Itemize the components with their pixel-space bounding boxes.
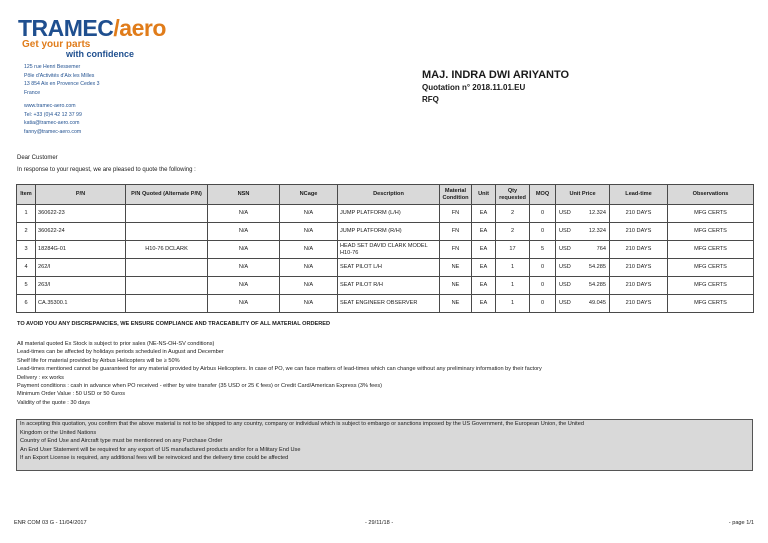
currency: USD <box>559 264 571 270</box>
currency: USD <box>559 210 571 216</box>
cell-lead: 210 DAYS <box>610 295 668 313</box>
column-header: P/N <box>36 185 126 205</box>
cell-desc: JUMP PLATFORM (L/H) <box>338 205 440 223</box>
term-line: Payment conditions : cash in advance when PO received - either by wire transfer (35 USD or 25 € fees) or Credit Card/American Express (3% fees) <box>17 383 382 390</box>
cell-desc: SEAT PILOT R/H <box>338 277 440 295</box>
cell-unit-price <box>556 205 610 223</box>
cell-cond: FN <box>440 223 472 241</box>
cell-nsn: N/A <box>208 277 280 295</box>
cell-moq: 5 <box>530 241 556 259</box>
company-address <box>24 63 100 97</box>
cell-pn: 262/I <box>36 259 126 277</box>
cell-alt <box>126 223 208 241</box>
cell-moq: 0 <box>530 223 556 241</box>
cell-ncage: N/A <box>280 277 338 295</box>
cell-item: 1 <box>17 205 36 223</box>
cell-unit: EA <box>472 295 496 313</box>
column-header: NCage <box>280 185 338 205</box>
table-row <box>17 259 754 277</box>
cell-nsn: N/A <box>208 259 280 277</box>
cell-pn: CA.35300.1 <box>36 295 126 313</box>
cell-cond: FN <box>440 205 472 223</box>
cell-nsn: N/A <box>208 241 280 259</box>
cell-cond: NE <box>440 295 472 313</box>
document-type: RFQ <box>422 95 439 104</box>
cell-unit: EA <box>472 205 496 223</box>
cell-unit-price <box>556 259 610 277</box>
cell-unit: EA <box>472 259 496 277</box>
column-header: Material Condition <box>440 185 472 205</box>
cell-ncage: N/A <box>280 205 338 223</box>
column-header: Lead-time <box>610 185 668 205</box>
cell-lead: 210 DAYS <box>610 223 668 241</box>
cell-desc: HEAD SET DAVID CLARK MODEL H10-76 <box>338 241 440 259</box>
address-line: 125 rue Henri Bessemer <box>24 64 81 70</box>
address-line: Pôle d'Activités d'Aix les Milles <box>24 72 95 79</box>
cell-qty: 1 <box>496 277 530 295</box>
cell-alt <box>126 295 208 313</box>
cell-obs: MFG CERTS <box>668 241 754 259</box>
cell-lead: 210 DAYS <box>610 205 668 223</box>
cell-nsn: N/A <box>208 295 280 313</box>
cell-cond: FN <box>440 241 472 259</box>
quotation-header <box>422 68 569 106</box>
term-line: Lead-times can be affected by holidays periods scheduled in August and December <box>17 349 224 356</box>
column-header: NSN <box>208 185 280 205</box>
notice-line: In accepting this quotation, you confirm that the above material is not to be shipped to any country, company or individual which is subject to embargo or sanctions imposed by the US Government, the European Union, the United <box>20 421 584 427</box>
term-line: Validity of the quote : 30 days <box>17 399 90 406</box>
currency: USD <box>559 246 571 252</box>
cell-pn: 18284G-01 <box>36 241 126 259</box>
notice-line: Kingdom or the United Nations <box>20 429 97 436</box>
cell-unit-price <box>556 223 610 241</box>
compliance-warning: TO AVOID YOU ANY DISCREPANCIES, WE ENSURE COMPLIANCE AND TRACEABILITY OF ALL MATERIAL ORDERED <box>17 321 331 327</box>
cell-alt <box>126 259 208 277</box>
column-header: Qty requested <box>496 185 530 205</box>
column-header: Description <box>338 185 440 205</box>
currency: USD <box>559 300 571 306</box>
website-link[interactable]: www.tramec-aero.com <box>24 103 76 109</box>
cell-lead: 210 DAYS <box>610 277 668 295</box>
cell-lead: 210 DAYS <box>610 259 668 277</box>
column-header: P/N Quoted (Alternate P/N) <box>126 185 208 205</box>
column-header: Observations <box>668 185 754 205</box>
cell-moq: 0 <box>530 295 556 313</box>
address-line: France <box>24 89 41 96</box>
cell-item: 6 <box>17 295 36 313</box>
cell-unit: EA <box>472 223 496 241</box>
cell-item: 5 <box>17 277 36 295</box>
cell-obs: MFG CERTS <box>668 223 754 241</box>
cell-unit-price <box>556 241 610 259</box>
cell-qty: 17 <box>496 241 530 259</box>
price-value: 49.045 <box>588 300 606 306</box>
cell-desc: SEAT PILOT L/H <box>338 259 440 277</box>
export-notice-box <box>16 419 753 471</box>
logo-tagline-1: Get your parts <box>22 39 91 50</box>
cell-obs: MFG CERTS <box>668 205 754 223</box>
cell-qty: 1 <box>496 295 530 313</box>
logo-main: TRAMEC <box>18 15 114 41</box>
cell-unit-price <box>556 277 610 295</box>
notice-line: An End User Statement will be required for any export of US manufactured products and/or for a Military End Use <box>20 446 301 453</box>
cell-item: 3 <box>17 241 36 259</box>
cell-obs: MFG CERTS <box>668 277 754 295</box>
intro-text <box>17 152 196 176</box>
price-value: 12.324 <box>588 210 606 216</box>
currency: USD <box>559 228 571 234</box>
cell-item: 4 <box>17 259 36 277</box>
address-line: 13 854 Aix en Provence Cedex 3 <box>24 81 100 87</box>
term-line: Lead-times mentioned cannot be guaranteed for any material provided by Airbus Helicopters. In case of PO, we can face matters of lead-times which can change without any preliminary information by their factory <box>17 366 542 373</box>
term-line: All material quoted Ex Stock is subject to prior sales (NE-NS-OH-SV conditions) <box>17 341 215 347</box>
currency: USD <box>559 282 571 288</box>
cell-ncage: N/A <box>280 241 338 259</box>
cell-unit: EA <box>472 241 496 259</box>
table-row <box>17 295 754 313</box>
logo-suffix: aero <box>119 15 166 41</box>
cell-cond: NE <box>440 259 472 277</box>
price-value: 764 <box>596 246 606 252</box>
cell-qty: 1 <box>496 259 530 277</box>
email-link[interactable]: fanny@tramec-aero.com <box>24 128 82 135</box>
cell-item: 2 <box>17 223 36 241</box>
table-row <box>17 205 754 223</box>
recipient-name: MAJ. INDRA DWI ARIYANTO <box>422 69 570 81</box>
email-link[interactable]: katia@tramec-aero.com <box>24 120 80 126</box>
cell-nsn: N/A <box>208 205 280 223</box>
cell-ncage: N/A <box>280 259 338 277</box>
cell-pn: 360622-23 <box>36 205 126 223</box>
table-row <box>17 277 754 295</box>
column-header: Item <box>17 185 36 205</box>
term-line: Delivery : ex works <box>17 374 64 381</box>
footer-page: - page 1/1 <box>728 520 754 526</box>
cell-alt: H10-76 DCLARK <box>126 241 208 259</box>
terms-list <box>17 340 542 407</box>
cell-moq: 0 <box>530 205 556 223</box>
cell-nsn: N/A <box>208 223 280 241</box>
column-header: Unit Price <box>556 185 610 205</box>
intro-sentence: In response to your request, we are pleased to quote the following : <box>17 167 196 173</box>
cell-cond: NE <box>440 277 472 295</box>
price-value: 12.324 <box>588 228 606 234</box>
table-row <box>17 241 754 259</box>
cell-alt <box>126 205 208 223</box>
cell-alt <box>126 277 208 295</box>
cell-qty: 2 <box>496 205 530 223</box>
company-logo: TRAMEC/aero Get your parts with confidence <box>18 15 166 59</box>
quotation-number: Quotation n° 2018.11.01.EU <box>422 83 526 92</box>
column-header: Unit <box>472 185 496 205</box>
quotation-table <box>16 184 754 313</box>
cell-lead: 210 DAYS <box>610 241 668 259</box>
cell-moq: 0 <box>530 277 556 295</box>
term-line: Shelf life for material provided by Airbus Helicopters will be ≥ 50% <box>17 357 180 364</box>
cell-obs: MFG CERTS <box>668 259 754 277</box>
cell-desc: SEAT ENGINEER OBSERVER <box>338 295 440 313</box>
cell-unit: EA <box>472 277 496 295</box>
cell-ncage: N/A <box>280 223 338 241</box>
column-header: MOQ <box>530 185 556 205</box>
cell-qty: 2 <box>496 223 530 241</box>
company-contacts <box>24 102 82 136</box>
footer-date: - 29/11/18 - <box>365 520 394 526</box>
notice-line: If an Export License is required, any additional fees will be reinvoiced and the delivery time could be affected <box>20 455 289 461</box>
phone-number: Tel: +33 (0)4 42 12 37 99 <box>24 111 82 118</box>
table-body <box>17 205 754 313</box>
cell-obs: MFG CERTS <box>668 295 754 313</box>
table-row <box>17 223 754 241</box>
cell-pn: 263/I <box>36 277 126 295</box>
cell-unit-price <box>556 295 610 313</box>
cell-ncage: N/A <box>280 295 338 313</box>
cell-desc: JUMP PLATFORM (R/H) <box>338 223 440 241</box>
notice-line: Country of End Use and Aircraft type must be mentionned on any Purchase Order <box>20 438 223 444</box>
cell-moq: 0 <box>530 259 556 277</box>
term-line: Minimum Order Value : 50 USD or 50 €uros <box>17 391 126 398</box>
greeting: Dear Customer <box>17 155 58 161</box>
footer-reference: ENR COM 03 G - 11/04/2017 <box>14 520 87 526</box>
table-header-row <box>17 185 754 205</box>
logo-tagline-2: with confidence <box>66 49 135 59</box>
cell-pn: 360622-24 <box>36 223 126 241</box>
price-value: 54.285 <box>588 264 606 270</box>
price-value: 54.285 <box>588 282 606 288</box>
